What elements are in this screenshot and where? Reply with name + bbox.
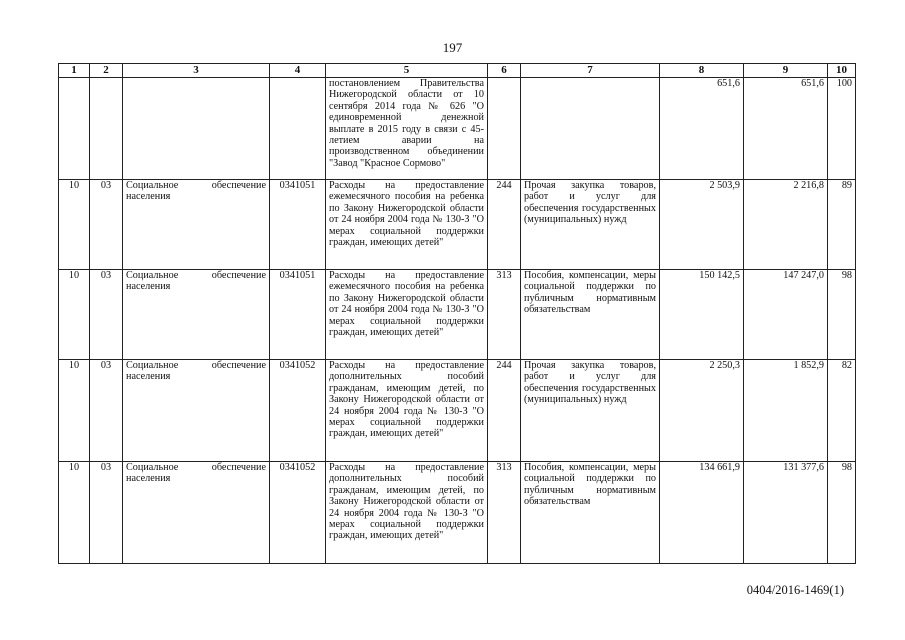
section-code: 10 [59, 462, 90, 564]
document-code: 0404/2016-1469(1) [746, 583, 844, 597]
planned-amount: 134 661,9 [660, 462, 744, 564]
target-article: 0341052 [270, 360, 326, 462]
header-cell: 5 [326, 64, 488, 78]
table-row [59, 270, 856, 360]
header-cell: 8 [660, 64, 744, 78]
header-cell: 9 [744, 64, 828, 78]
planned-amount: 150 142,5 [660, 270, 744, 360]
table-row [59, 462, 856, 564]
execution-percent: 82 [828, 360, 856, 462]
planned-amount: 651,6 [660, 78, 744, 180]
header-cell: 1 [59, 64, 90, 78]
target-article: 0341051 [270, 270, 326, 360]
table-row [59, 360, 856, 462]
table-header-row [59, 64, 856, 78]
executed-amount: 651,6 [744, 78, 828, 180]
execution-percent: 98 [828, 270, 856, 360]
header-cell: 7 [521, 64, 660, 78]
subsection-name: Социальное обеспечение населения [123, 462, 270, 564]
expense-type-code: 313 [488, 270, 521, 360]
subsection-name: Социальное обеспечение населения [123, 270, 270, 360]
expense-description: Расходы на предоставление ежемесячного пособия на ребенка по Закону Нижегородской области от 24 ноября 2004 года № 130-З "О мерах социальной поддержки граждан, имеющих детей" [326, 270, 488, 360]
expense-description: Расходы на предоставление ежемесячного пособия на ребенка по Закону Нижегородской области от 24 ноября 2004 года № 130-З "О мерах социальной поддержки граждан, имеющих детей" [326, 180, 488, 270]
section-code [59, 78, 90, 180]
header-cell: 2 [90, 64, 123, 78]
section-code: 10 [59, 270, 90, 360]
table-row [59, 180, 856, 270]
execution-percent: 100 [828, 78, 856, 180]
subsection-name: Социальное обеспечение населения [123, 360, 270, 462]
header-cell: 10 [828, 64, 856, 78]
subsection-name: Социальное обеспечение населения [123, 180, 270, 270]
expense-type-name: Прочая закупка товаров, работ и услуг для обеспечения государственных (муниципальных) нужд [521, 180, 660, 270]
subsection-code: 03 [90, 462, 123, 564]
subsection-code [90, 78, 123, 180]
header-cell: 6 [488, 64, 521, 78]
expense-type-code: 244 [488, 360, 521, 462]
expense-type-code: 244 [488, 180, 521, 270]
expense-type-code [488, 78, 521, 180]
table-row [59, 78, 856, 180]
expense-type-name: Прочая закупка товаров, работ и услуг для обеспечения государственных (муниципальных) нужд [521, 360, 660, 462]
section-code: 10 [59, 360, 90, 462]
expense-type-code: 313 [488, 462, 521, 564]
executed-amount: 2 216,8 [744, 180, 828, 270]
header-cell: 3 [123, 64, 270, 78]
target-article: 0341052 [270, 462, 326, 564]
subsection-code: 03 [90, 180, 123, 270]
expense-description: постановлением Правительства Нижегородской области от 10 сентября 2014 года № 626 "О единовременной денежной выплате в 2015 году в связи с 45-летием аварии на производственном объединении "Завод "Красное Сормово" [326, 78, 488, 180]
execution-percent: 89 [828, 180, 856, 270]
subsection-name [123, 78, 270, 180]
section-code: 10 [59, 180, 90, 270]
header-cell: 4 [270, 64, 326, 78]
executed-amount: 1 852,9 [744, 360, 828, 462]
executed-amount: 147 247,0 [744, 270, 828, 360]
page-number: 197 [442, 40, 463, 55]
expense-type-name: Пособия, компенсации, меры социальной поддержки по публичным нормативным обязательствам [521, 270, 660, 360]
target-article [270, 78, 326, 180]
target-article: 0341051 [270, 180, 326, 270]
expense-description: Расходы на предоставление дополнительных пособий гражданам, имеющим детей, по Закону Нижегородской области от 24 ноября 2004 года № 130-З "О мерах социальной поддержки граждан, имеющих детей" [326, 462, 488, 564]
expense-type-name: Пособия, компенсации, меры социальной поддержки по публичным нормативным обязательствам [521, 462, 660, 564]
executed-amount: 131 377,6 [744, 462, 828, 564]
planned-amount: 2 250,3 [660, 360, 744, 462]
budget-table [58, 63, 856, 564]
execution-percent: 98 [828, 462, 856, 564]
subsection-code: 03 [90, 270, 123, 360]
subsection-code: 03 [90, 360, 123, 462]
planned-amount: 2 503,9 [660, 180, 744, 270]
expense-description: Расходы на предоставление дополнительных пособий гражданам, имеющим детей, по Закону Нижегородской области от 24 ноября 2004 года № 130-З "О мерах социальной поддержки граждан, имеющих детей" [326, 360, 488, 462]
expense-type-name [521, 78, 660, 180]
